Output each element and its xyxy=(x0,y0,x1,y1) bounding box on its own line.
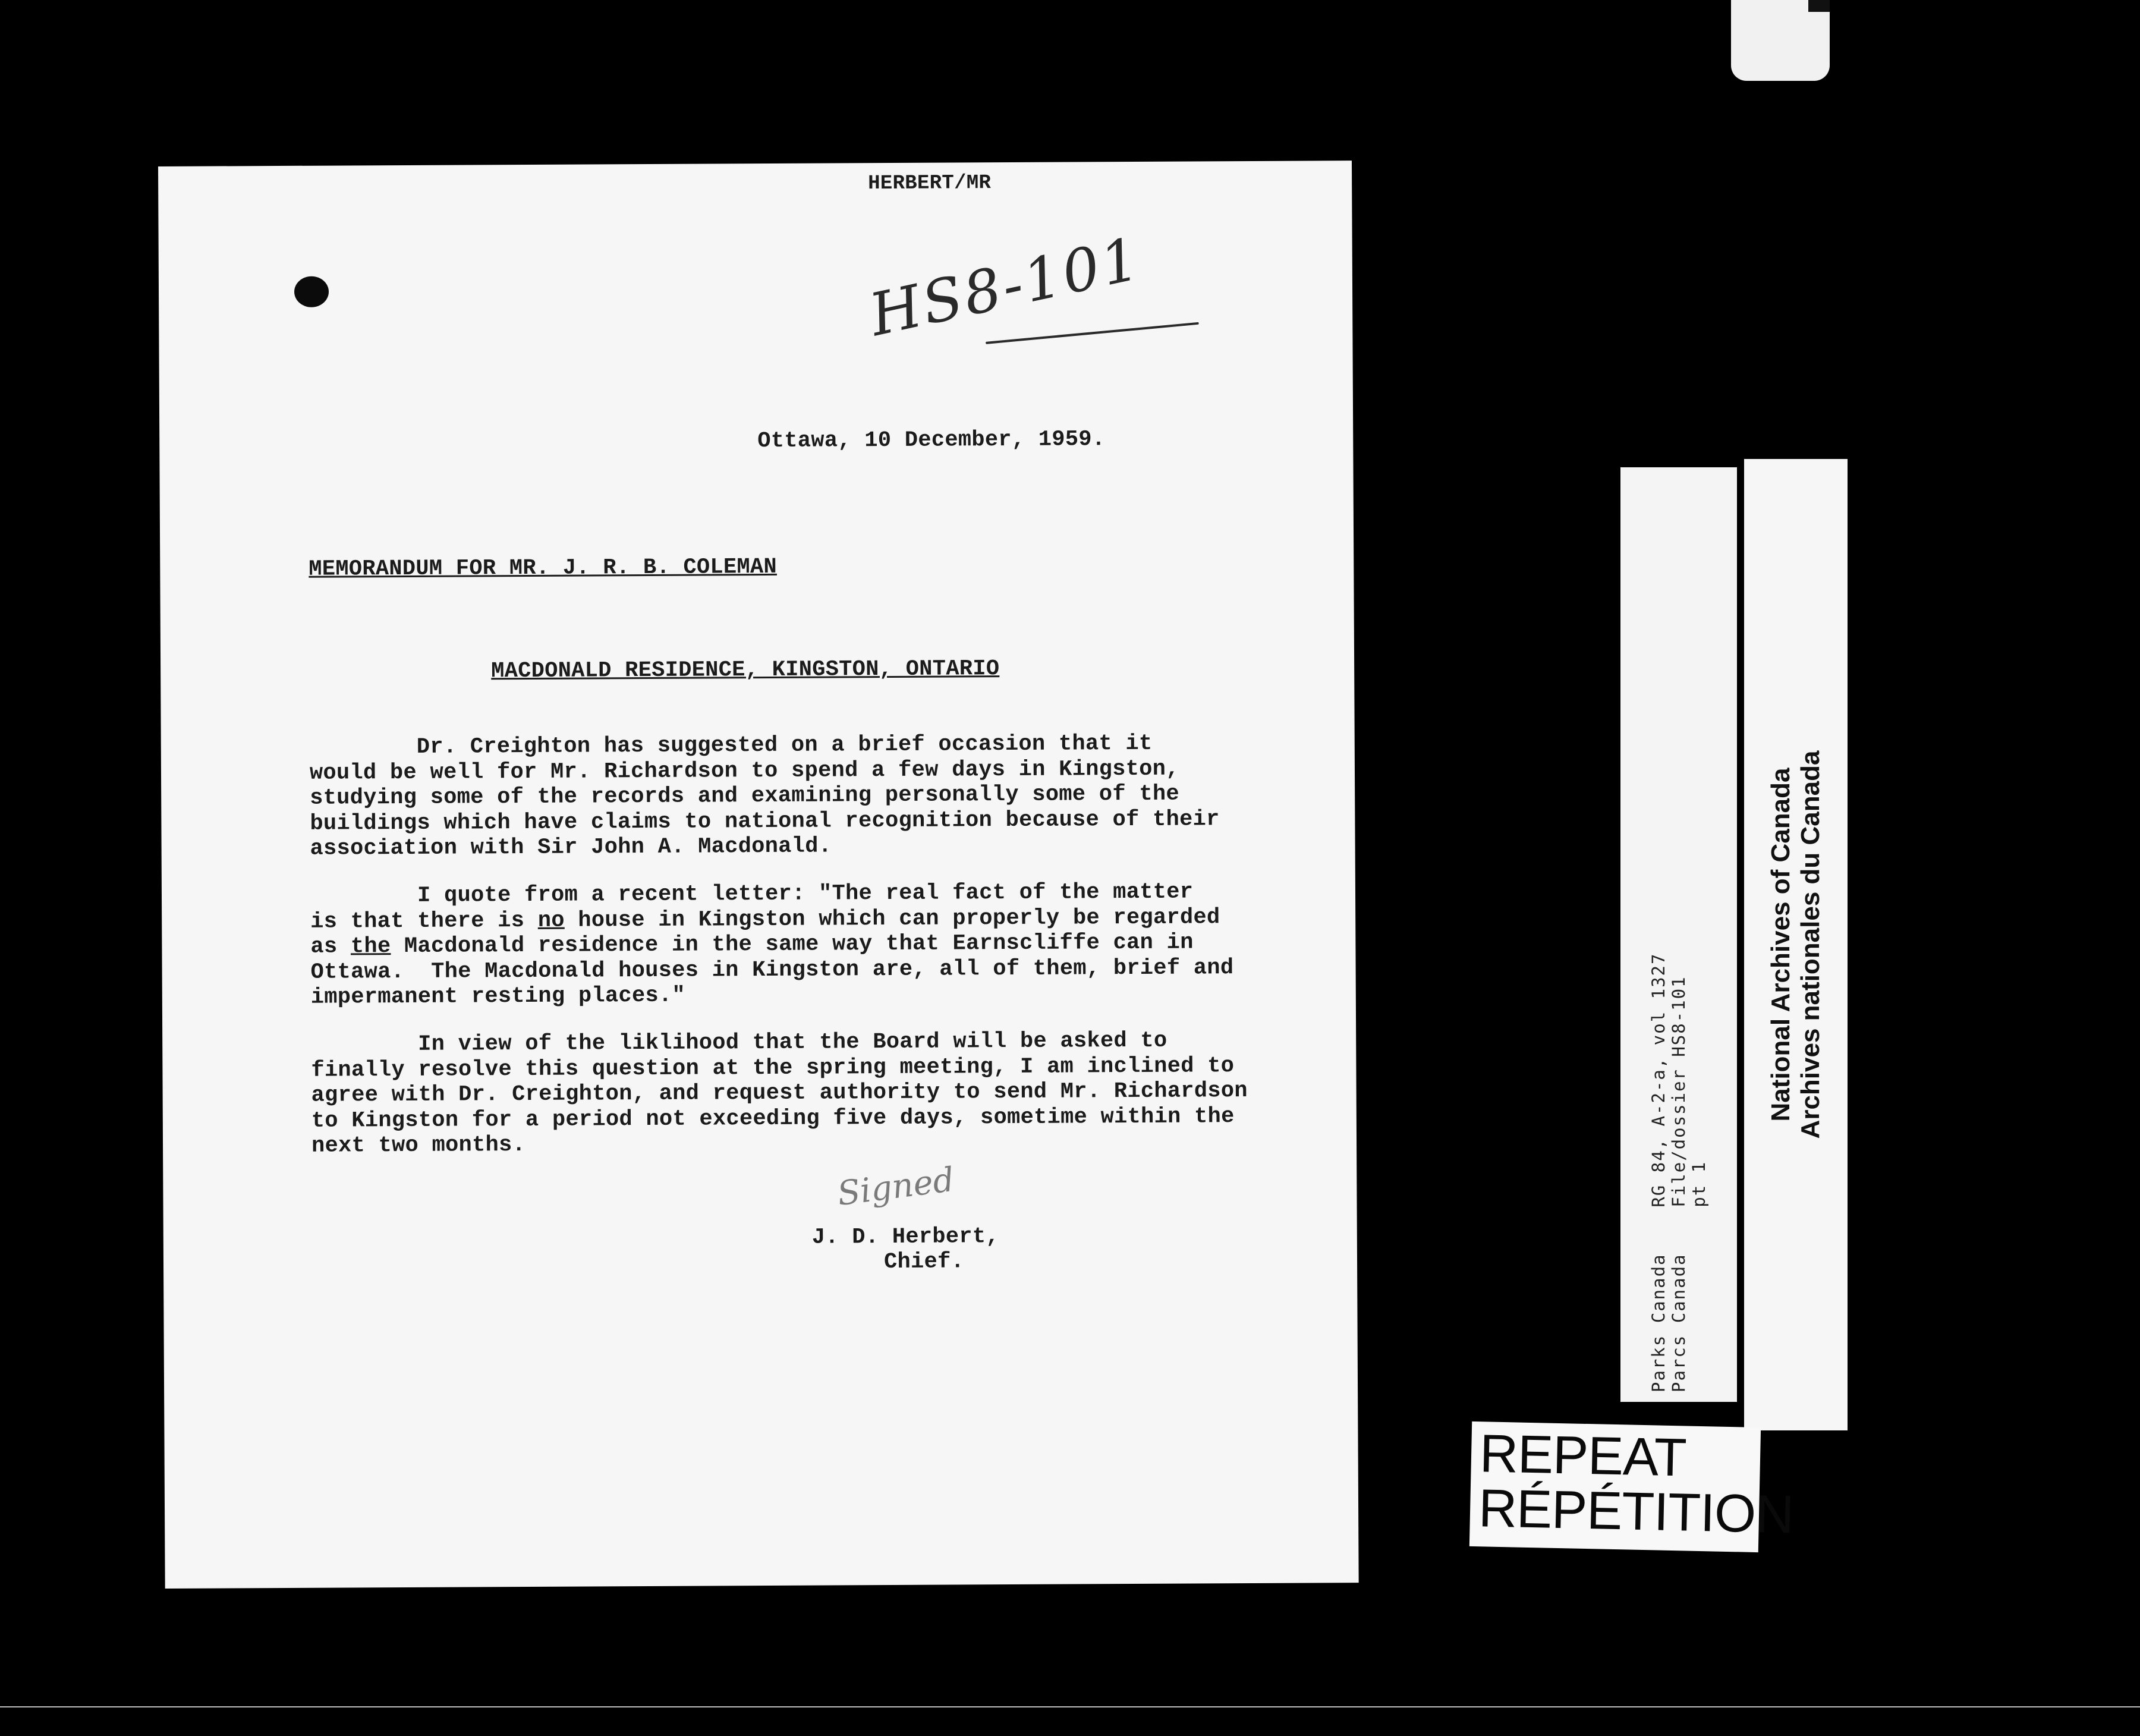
handwritten-file-number: HS8-101 xyxy=(864,225,1148,350)
memo-recipient: MEMORANDUM FOR MR. J. R. B. COLEMAN xyxy=(309,554,778,582)
paragraph-2-line-2a: is that there is xyxy=(310,908,538,935)
file-reference: HERBERT/MR xyxy=(868,172,992,196)
underlined-the: the xyxy=(350,934,391,960)
memo-subject: MACDONALD RESIDENCE, KINGSTON, ONTARIO xyxy=(491,656,1000,684)
signatory-title: Chief. xyxy=(883,1249,965,1275)
paragraph-2 xyxy=(310,879,1234,1010)
punch-hole xyxy=(294,276,329,307)
paragraph-2-line-3a: as xyxy=(310,934,351,960)
film-edge-mark xyxy=(1808,0,1830,12)
underlined-no: no xyxy=(537,908,565,933)
paragraph-2-line-2b: house in Kingston which can properly be regarded xyxy=(564,904,1220,933)
paragraph-2-line-1: I quote from a recent letter: "The real fact of the matter xyxy=(310,879,1194,909)
repeat-stamp xyxy=(1469,1421,1795,1552)
archive-reference-label xyxy=(1620,467,1737,1402)
archive-banner-text xyxy=(1766,469,1826,1420)
paragraph-3: In view of the liklihood that the Board will be asked to finally resolve this question at the spring meeting, I am inclined to agree with Dr. Creighton, and request authority to send Mr. Richardson to Kingston for a period not exceeding five days, sometime within the next two months. xyxy=(311,1028,1248,1159)
archive-reference-text xyxy=(1648,477,1709,1392)
paragraph-2-line-3b: Macdonald residence in the same way that Earnscliffe can in xyxy=(391,930,1194,960)
archive-banner-en: National Archives of Canada xyxy=(1766,768,1795,1122)
repeat-stamp-fr: RÉPÉTITION xyxy=(1478,1479,1795,1545)
date-line: Ottawa, 10 December, 1959. xyxy=(757,427,1106,454)
film-edge-tab xyxy=(1731,0,1830,81)
repeat-stamp-en: REPEAT xyxy=(1479,1424,1687,1488)
archive-ref-line-2: Parcs Canada File/dossier HS8-101 xyxy=(1669,976,1689,1392)
archive-ref-line-3: pt 1 xyxy=(1689,1161,1709,1392)
film-bottom-rule xyxy=(0,1706,2140,1707)
memo-sheet xyxy=(158,161,1359,1589)
archive-banner-fr: Archives nationales du Canada xyxy=(1796,750,1825,1139)
archive-banner xyxy=(1744,459,1848,1430)
handwritten-underline xyxy=(986,322,1199,344)
signatory-name: J. D. Herbert, xyxy=(811,1224,999,1250)
handwritten-signed: Signed xyxy=(835,1160,956,1214)
archive-ref-line-1: Parks Canada RG 84, A-2-a, vol 1327 xyxy=(1648,952,1669,1392)
repeat-stamp-text xyxy=(1478,1424,1795,1545)
paragraph-2-rest: Ottawa. The Macdonald houses in Kingston are, all of them, brief and impermanent resting places." xyxy=(310,955,1234,1010)
paragraph-1: Dr. Creighton has suggested on a brief occasion that it would be well for Mr. Richardson to spend a few days in Kingston, studying some of the records and examining personally some of the buildings which have claims to national recognition because of their association with Sir John A. Macdonald. xyxy=(309,731,1220,861)
